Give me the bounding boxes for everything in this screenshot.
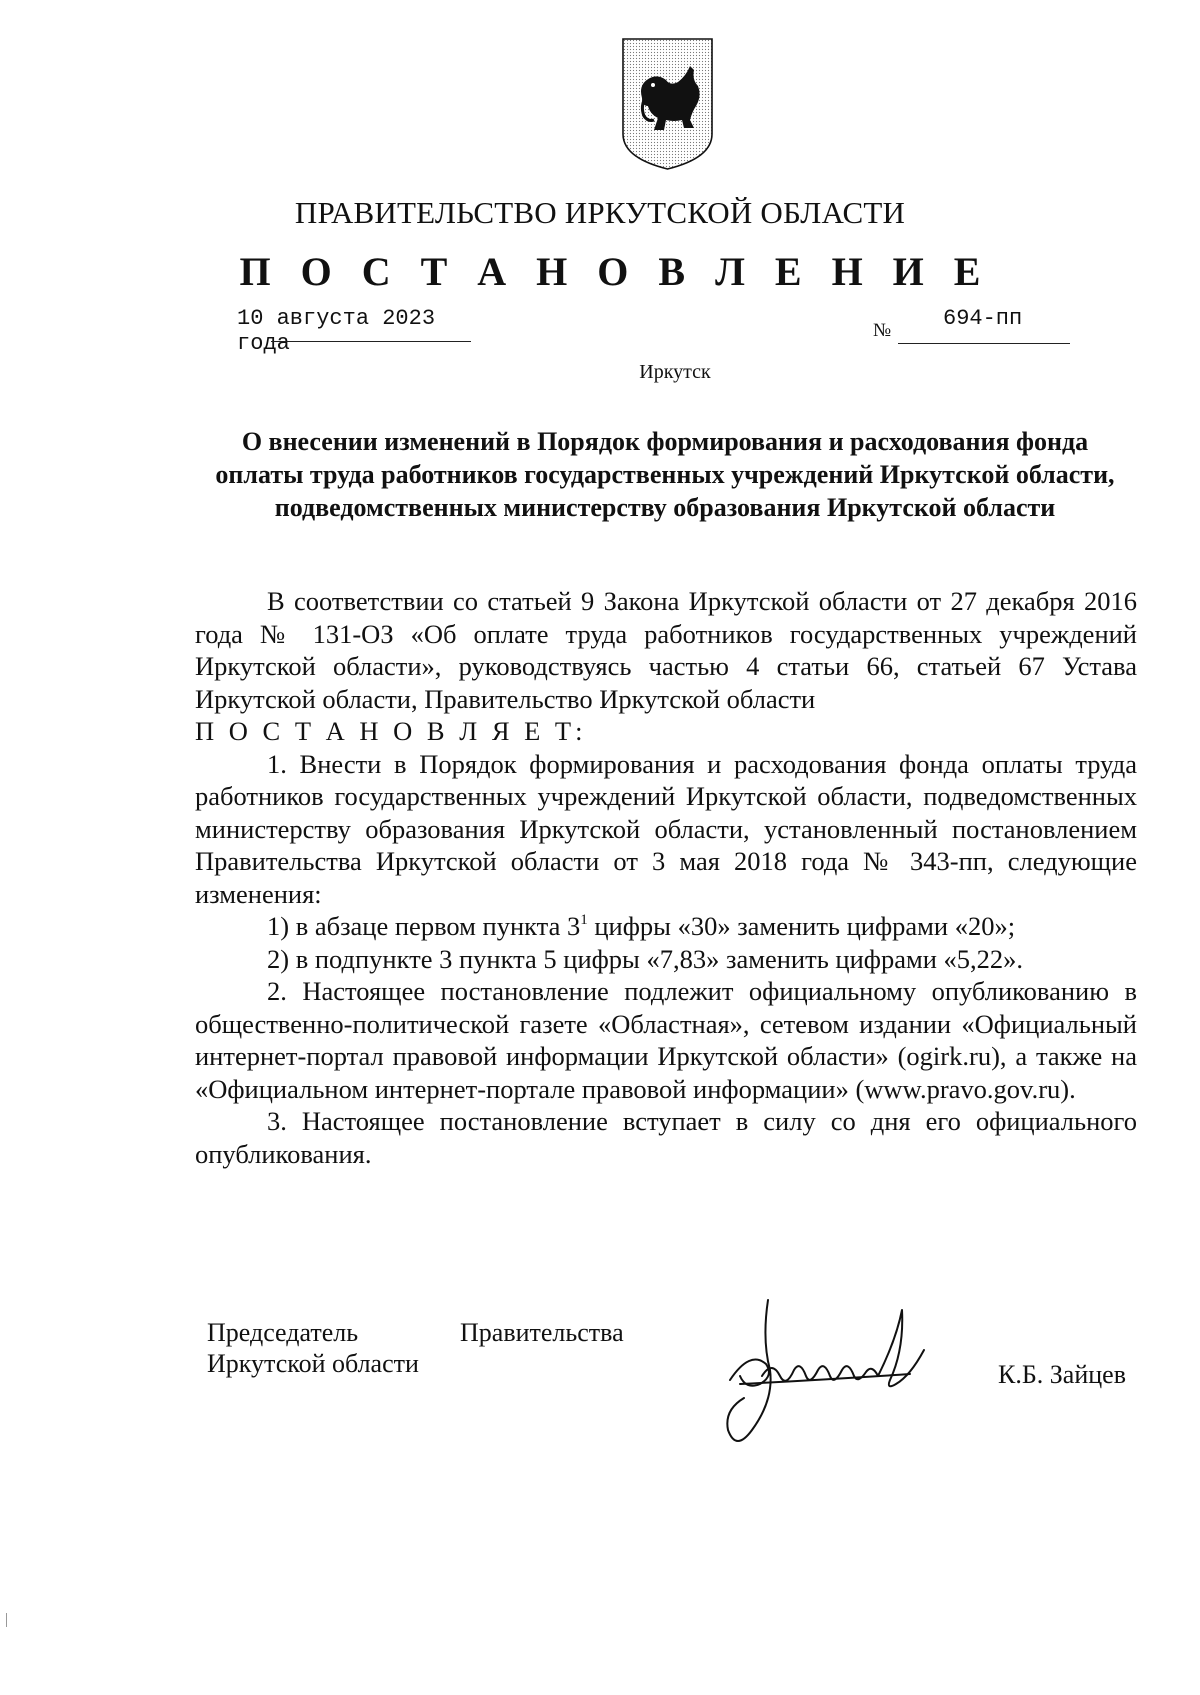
subitem-2-paragraph: 2) в подпункте 3 пункта 5 цифры «7,83» заменить цифрами «5,22». [267, 943, 1024, 974]
handwritten-signature [700, 1280, 1000, 1470]
decree-word: П О С Т А Н О В Л Я Е Т: [195, 716, 587, 746]
item-1-paragraph: 1. Внести в Порядок формирования и расходования фонда оплаты труда работников государственных учреждений Иркутской области, подведомственных министерству образования Иркутской области, установленный постановлением Правительства Иркутской области от 3 мая 2018 года № 343-пп, следующие изменения: [195, 748, 1137, 909]
subitem-1-text-start: 1) в абзаце первом пункта 3 [267, 911, 581, 941]
document-date: 10 августа 2023 года [237, 306, 436, 356]
item-2-paragraph: 2. Настоящее постановление подлежит официальному опубликованию в общественно-политической газете «Областная», сетевом издании «Официальный интернет-портал правовой информации Иркутской области» (ogirk.ru), а также на «Официальном интернет-портале правовой информации» (www.pravo.gov.ru). [195, 976, 1137, 1104]
government-name: ПРАВИТЕЛЬСТВО ИРКУТСКОЙ ОБЛАСТИ [294, 195, 906, 230]
signatory-role-line-2: Иркутской области [207, 1349, 419, 1378]
scan-margin-mark [6, 1613, 7, 1627]
signatory-name: К.Б. Зайцев [998, 1360, 1126, 1389]
date-underline [271, 341, 471, 342]
signatory-role-word-2: Правительства [460, 1318, 624, 1347]
document-type: П О С Т А Н О В Л Е Н И Е [239, 249, 991, 294]
document-body [195, 585, 1137, 1170]
subitem-1-paragraph [195, 910, 1137, 943]
signatory-role-word-1: Председатель [207, 1318, 359, 1347]
coat-of-arms-icon [620, 36, 715, 172]
document-title: О внесении изменений в Порядок формирования и расходования фонда оплаты труда работников государственных учреждений Иркутской области, подведомственных министерству образования Иркутской области [215, 427, 1115, 522]
preamble-paragraph: В соответствии со статьей 9 Закона Иркутской области от 27 декабря 2016 года № 131-ОЗ «Об оплате труда работников государственных учреждений Иркутской области», руководствуясь частью 4 статьи 66, статьей 67 Устава Иркутской области, Правительство Иркутской области [195, 586, 1137, 714]
item-3-paragraph: 3. Настоящее постановление вступает в силу со дня его официального опубликования. [195, 1106, 1137, 1169]
subitem-1-text-end: цифры «30» заменить цифрами «20»; [587, 911, 1016, 941]
subitem-1-superscript: 1 [580, 912, 588, 928]
number-sign: № [873, 320, 892, 341]
document-number: 694-пп [943, 306, 1023, 331]
document-city: Иркутск [639, 361, 711, 383]
number-underline [898, 343, 1070, 344]
